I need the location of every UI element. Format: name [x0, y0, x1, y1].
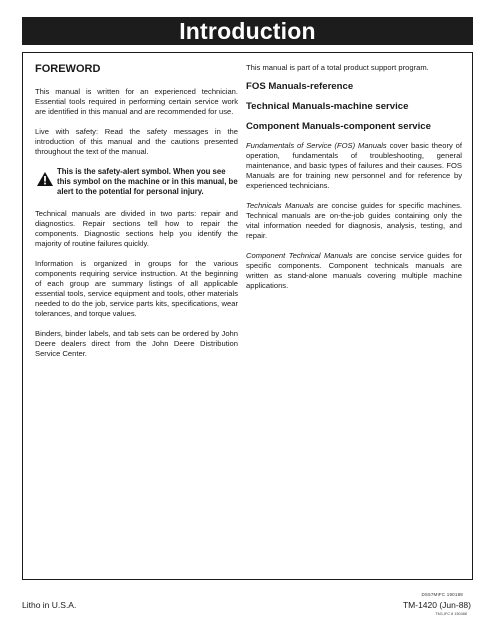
technicals-description-text: are concise guides for specific machines. Technical manuals are on-the-job guides containing only the vital information needed for diagnosis, analysis, testing, and repair.: [246, 201, 462, 240]
component-manuals-heading: Component Manuals-component service: [246, 121, 431, 132]
safety-alert-block: [35, 167, 238, 197]
fos-manuals-heading: FOS Manuals-reference: [246, 81, 354, 92]
component-title-italic: Component Technical Manuals: [246, 251, 353, 260]
technicals-description: [246, 201, 462, 241]
component-description: [246, 251, 462, 291]
footer-litho: Litho in U.S.A.: [22, 600, 77, 610]
fos-description: [246, 141, 462, 191]
foreword-paragraph-1: This manual is written for an experienced technician. Essential tools required in performing certain service work are identified in this manual and are recommended for use.: [35, 87, 238, 116]
warning-triangle-icon: [37, 172, 53, 186]
technicals-title-italic: Technicals Manuals: [246, 201, 314, 210]
foreword-heading: FOREWORD: [35, 63, 101, 75]
foreword-paragraph-2: Live with safety: Read the safety messages in the introduction of this manual and the cautions presented throughout the text of the manual.: [35, 127, 238, 156]
technical-manuals-heading: Technical Manuals-machine service: [246, 101, 409, 112]
fos-description-text: cover basic theory of operation, fundamentals of troubleshooting, general maintenance, and basic types of failures and their causes. FOS Manuals are for training new personnel and for reference by experienced technicians.: [246, 141, 462, 190]
foreword-paragraph-3: Technical manuals are divided in two parts: repair and diagnostics. Repair sections tell how to repair the components. Diagnostic sections help you identify the majority of routine failures quickly.: [35, 209, 238, 248]
content-frame: [22, 52, 473, 580]
safety-alert-text: This is the safety-alert symbol. When you see this symbol on the machine or in this manual, be alert to the potential for personal injury.: [57, 167, 238, 196]
right-column: [246, 63, 462, 301]
footer-code: TM1,IFC 8 150488: [435, 612, 467, 616]
component-description-text: are concise service guides for specific components. Component technicals manuals are written as stand-alone manuals covering multiple machine applications.: [246, 251, 462, 290]
page-title: Introduction: [179, 18, 316, 44]
support-program-lead: This manual is part of a total product support program.: [246, 63, 429, 72]
header-bar: [22, 17, 473, 45]
document-code: DS57MIFC 190188: [421, 592, 463, 597]
fos-title-italic: Fundamentals of Service (FOS) Manuals: [246, 141, 387, 150]
foreword-paragraph-5: Binders, binder labels, and tab sets can be ordered by John Deere dealers direct from the John Deere Distribution Service Center.: [35, 329, 238, 358]
footer-manual-number: TM-1420 (Jun-88): [402, 600, 471, 610]
left-column: [35, 63, 238, 369]
foreword-paragraph-4: Information is organized in groups for the various components requiring service instruction. At the beginning of each group are summary listings of all applicable essential tools, service equipment and tools, other materials needed to do the job, service parts kits, specifications, wear tolerances, and torque values.: [35, 259, 238, 318]
